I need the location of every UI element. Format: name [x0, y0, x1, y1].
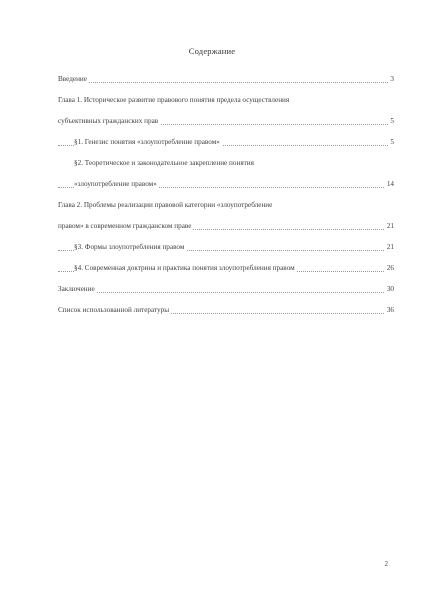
toc-entry-text: Заключение — [58, 285, 95, 293]
toc-entry-chapter-2-line-1 — [58, 198, 394, 213]
toc-entry-chapter-2-line-2 — [58, 219, 394, 234]
toc-entry-page: 3 — [388, 72, 394, 87]
toc-entry-page: 21 — [385, 219, 394, 234]
toc-entry-introduction — [58, 72, 394, 87]
toc-entry-page: 26 — [385, 261, 394, 276]
toc-entry-text: Список использованной литературы — [58, 306, 170, 314]
toc-entry-page: 5 — [388, 114, 394, 129]
toc-entry-text: Глава 1. Историческое развитие правового понятия предела осуществления — [58, 96, 290, 104]
toc-entry-text: §1. Генезис понятия «злоупотребление правом» — [74, 138, 220, 146]
toc-entry-section-2-line-2 — [58, 177, 394, 192]
toc-entry-section-4 — [58, 261, 394, 276]
toc-entry-page: 14 — [385, 177, 394, 192]
toc-entry-page: 30 — [385, 282, 394, 297]
toc-entry-section-1 — [58, 135, 394, 150]
toc-entry-text: Введение — [58, 75, 87, 83]
toc-entry-text: правом» в современном гражданском праве — [58, 222, 192, 230]
toc-entry-chapter-1-line-2 — [58, 114, 394, 129]
toc-entry-references — [58, 303, 394, 318]
toc-entry-chapter-1-line-1 — [58, 93, 394, 108]
toc-entry-text: «злоупотребление правом» — [74, 180, 157, 188]
toc-entry-text: Глава 2. Проблемы реализации правовой категории «злоупотребление — [58, 201, 273, 209]
toc-entry-text: §2. Теоретическое и законодательное закрепление понятия — [74, 159, 254, 167]
toc-entry-text: субъективных гражданских прав — [58, 117, 159, 125]
toc-entry-section-3 — [58, 240, 394, 255]
page-number: 2 — [384, 560, 388, 568]
toc-entry-section-2-line-1 — [58, 156, 394, 171]
page-title: Содержание — [188, 46, 236, 56]
toc-entry-page: 21 — [385, 240, 394, 255]
table-of-contents — [58, 72, 394, 318]
toc-entry-text: §3. Формы злоупотребления правом — [74, 243, 185, 251]
toc-entry-text: §4. Современная доктрина и практика понятия злоупотребления правом — [74, 264, 295, 272]
toc-entry-page: 36 — [385, 303, 394, 318]
toc-entry-page: 5 — [388, 135, 394, 150]
toc-entry-conclusion — [58, 282, 394, 297]
